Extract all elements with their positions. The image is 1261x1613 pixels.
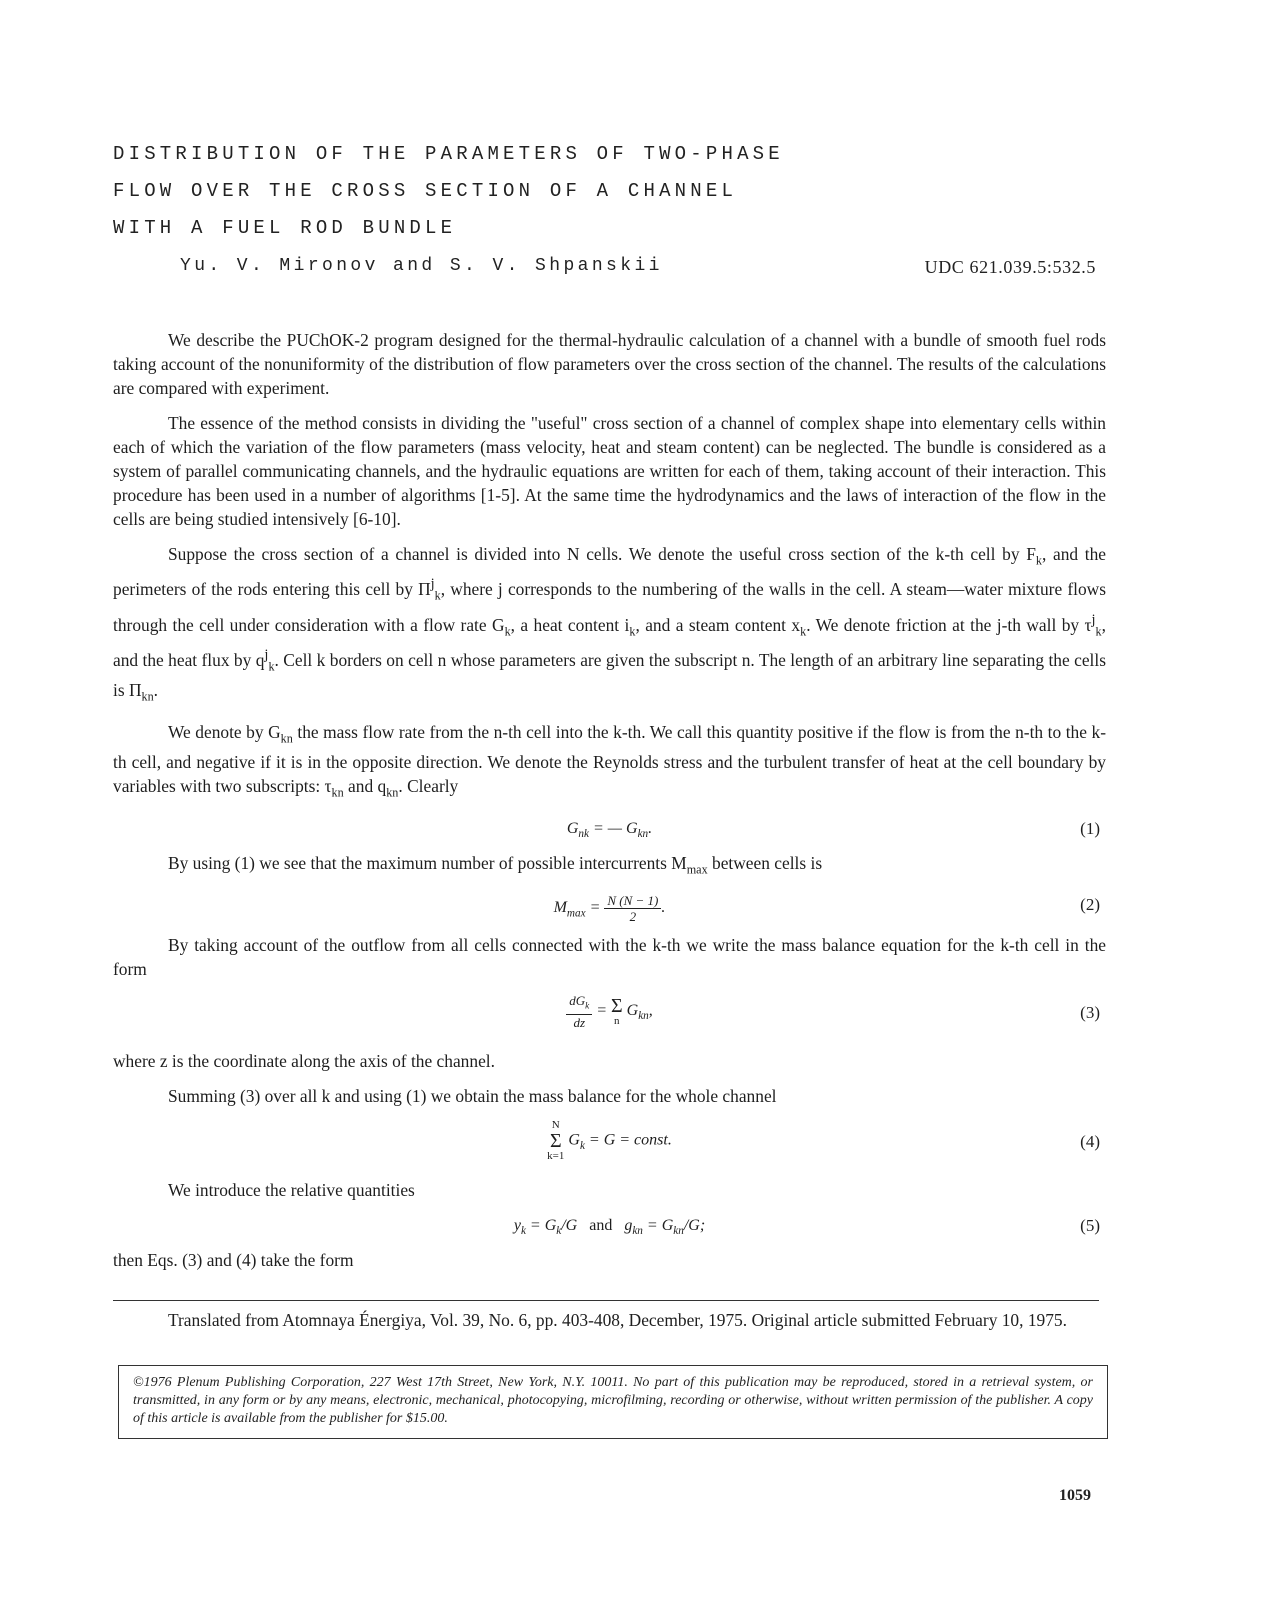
translation-footnote: Translated from Atomnaya Énergiya, Vol. 39, No. 6, pp. 403-408, December, 1975. Original article submitted February 10, 1975. — [168, 1310, 1067, 1330]
title-line: WITH A FUEL ROD BUNDLE — [113, 217, 457, 239]
paragraph: We denote by $G_{kn}$ the mass flow rate from the n-th cell into the k-th. We call this quantity positive if the flow is from the n-th to the k-th cell, and negative if it is in the opposite direction. We denote the Reynolds stress and the turbulent transfer of heat at the cell boundary by variables with two subscripts: $\tau_{kn}$ and $q_{kn}$. Clearly — [113, 721, 1107, 800]
equation-2: $M_{max}$ = $\frac{N (N - 1)}{2}$ . (2) — [553, 893, 1100, 925]
udc-code: UDC 621.039.5:532.5 — [924, 257, 1096, 277]
equation-1: $G_{nk}$ = — $G_{kn}$. (1) — [566, 818, 1100, 840]
equation-3: $\frac{dG_k}{dz}$ = Σ n $G_{kn}$, (3) — [113, 987, 1106, 1043]
equation-5: $y_k = G_k/G$ and $g_{kn} = G_{kn}/G$; (5) — [513, 1216, 1100, 1238]
paragraph: Suppose the cross section of a channel is divided into N cells. We denote the useful cross section of the k-th cell by $F_k$, and the perimeters of the rods entering this cell by $\Pi^j_k$, where j corresponds to the numbering of the walls in the cell. A steam—water mixture flows through the cell under consideration with a flow rate $G_k$, a heat content $i_k$, and a steam content $x_k$. We denote friction at the j-th wall by $\tau^j_k$, and the heat flux by $q^j_k$. Cell k borders on cell n whose parameters are given the subscript n. The length of an arbitrary line separating the cells is $\Pi_{kn}$. — [113, 544, 1106, 704]
footnote-divider — [113, 1300, 1099, 1301]
paragraph: We describe the PUChOK-2 program designed for the thermal-hydraulic calculation of a channel with a bundle of smooth fuel rods taking account of the nonuniformity of the distribution of flow parameters over the cross section of the channel. The results of the calculations are compared with experiment. — [113, 330, 1106, 398]
equation-number: (4) — [1080, 1132, 1100, 1152]
title-line: DISTRIBUTION OF THE PARAMETERS OF TWO-PHASE — [113, 143, 784, 165]
page-number: 1059 — [1059, 1487, 1091, 1504]
copyright-notice: ©1976 Plenum Publishing Corporation, 227 West 17th Street, New York, N.Y. 10011. No part of this publication may be reproduced, stored in a retrieval system, or transmitted, in any form or by any means, electronic, mechanical, photocopying, microfilming, recording or otherwise, without written permission of the publisher. A copy of this article is available from the publisher for $15.00. — [118, 1365, 1108, 1439]
equation-4: N Σ k=1 $G_k = G$ = const. (4) — [547, 1119, 1100, 1163]
paragraph: By using (1) we see that the maximum number of possible intercurrents $M_{max}$ between cells is — [168, 852, 823, 877]
paragraph: We introduce the relative quantities — [168, 1180, 415, 1201]
paragraph: The essence of the method consists in dividing the "useful" cross section of a channel of complex shape into elementary cells within each of which the variation of the flow parameters (mass velocity, heat and steam content) can be neglected. The bundle is considered as a system of parallel communicating channels, and the hydraulic equations are written for each of them, taking account of their interaction. This procedure has been used in a number of algorithms [1-5]. At the same time the hydrodynamics and the laws of interaction of the flow in the cells are being studied intensively [6-10]. — [113, 413, 1106, 529]
paragraph: By taking account of the outflow from all cells connected with the k-th we write the mass balance equation for the k-th cell in the form — [113, 935, 1106, 980]
paragraph: where z is the coordinate along the axis of the channel. — [113, 1051, 495, 1072]
title-line: FLOW OVER THE CROSS SECTION OF A CHANNEL — [113, 180, 738, 202]
article-body — [113, 328, 1106, 1283]
paper-title — [113, 136, 784, 247]
equation-number: (3) — [1080, 1003, 1100, 1023]
equation-number: (5) — [1080, 1216, 1100, 1236]
equation-number: (2) — [1080, 895, 1100, 915]
paragraph: Summing (3) over all k and using (1) we obtain the mass balance for the whole channel — [168, 1086, 777, 1107]
paragraph: then Eqs. (3) and (4) take the form — [113, 1250, 354, 1271]
authors: Yu. V. Mironov and S. V. Shpanskii — [180, 256, 663, 276]
equation-number: (1) — [1080, 818, 1100, 838]
